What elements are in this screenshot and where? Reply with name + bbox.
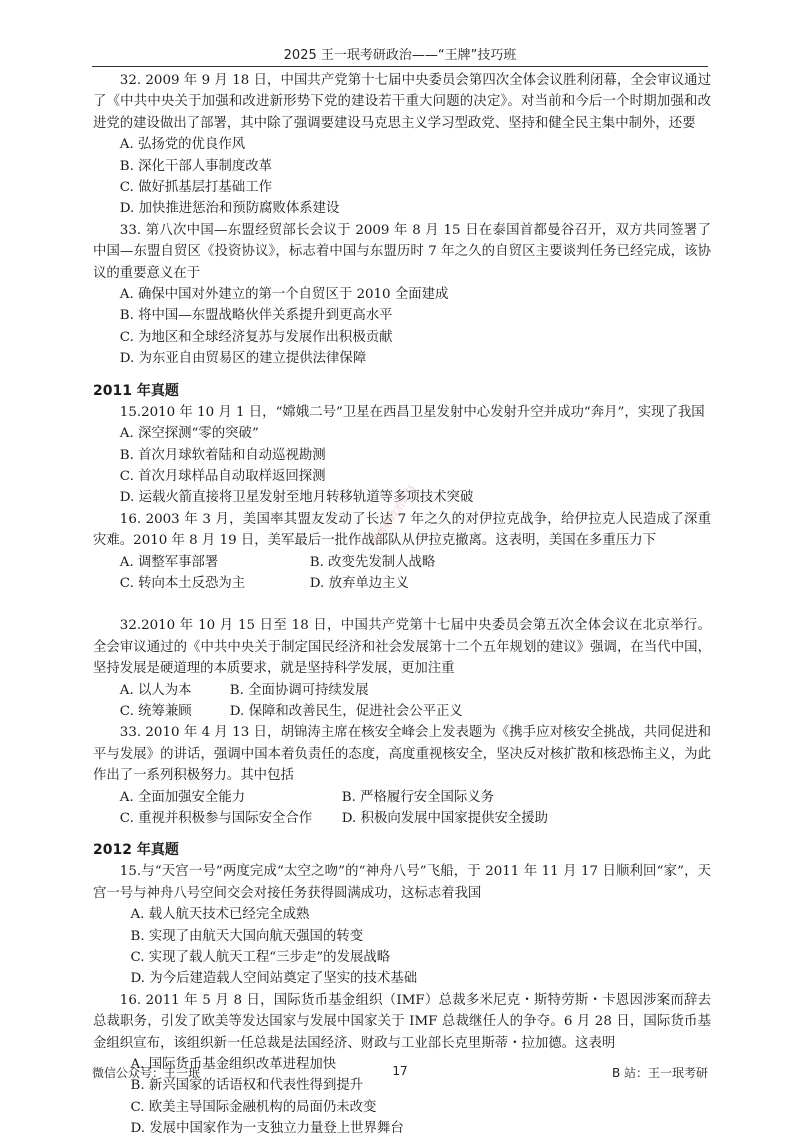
answer-option: B. 改变先发制人战略 [309,554,436,570]
answer-option: A. 弘扬党的优良作风 [119,137,246,153]
answer-option: B. 全面协调可持续发展 [229,682,369,698]
answer-option: B. 严格履行安全国际义务 [341,789,495,805]
question-stem: 32. 2009 年 9 月 18 日，中国共产党第十七届中央委员会第四次全体会议胜利闭幕，全会审议通过了《中共中央关于加强和改进新形势下党的建设若干重大问题的决定》。对当前和今后一个时期加强和改进党的建设做出了部署，其中除了强调要建设马克思主义学习型政党、坚持和健全民主集中制外，还要 [93,73,711,131]
footer-wechat: 微信公众号：王一珉 [92,1066,201,1080]
answer-option: A. 调整军事部署 [119,554,219,570]
watermark: 王一珉考研政治资料 [358,483,419,564]
answer-option: D. 为东亚自由贸易区的建立提供法律保障 [119,351,367,367]
answer-option-row [93,808,711,829]
page-number: 17 [392,1064,408,1078]
answer-option: A. 国际货币基金组织改革进程加快 [130,1057,337,1073]
answer-option-row [93,787,711,808]
answer-option: C. 统筹兼顾 [119,703,192,719]
answer-option: A. 载人航天技术已经完全成熟 [130,907,310,923]
answer-option: A. 确保中国对外建立的第一个自贸区于 2010 全面建成 [119,287,449,303]
answer-option: B. 新兴国家的话语权和代表性得到提升 [130,1078,364,1094]
header-rule [92,66,708,67]
question-content [93,70,711,1140]
page-header: 2025 王一珉考研政治——“王牌”技巧班 [283,48,517,63]
answer-option: C. 欧美主导国际金融机构的局面仍未改变 [130,1099,377,1115]
spacer [93,594,711,615]
answer-option-row [93,680,711,701]
question-stem: 32.2010 年 10 月 15 日至 18 日，中国共产党第十七届中央委员会第五次全体会议在北京举行。全会审议通过的《中共中央关于制定国民经济和社会发展第十二个五年规划的建议》强调，在当代中国，坚持发展是硬道理的本质要求，就是坚持科学发展，更加注重 [93,618,711,677]
section-title: 2012 年真题 [93,842,179,859]
answer-option: D. 加快推进惩治和预防腐败体系建设 [119,201,340,217]
answer-option: C. 转向本土反恐为主 [119,575,246,591]
answer-option: B. 深化干部人事制度改革 [119,158,273,174]
question-stem: 33. 2010 年 4 月 13 日，胡锦涛主席在核安全峰会上发表题为《携手应对核安全挑战，共同促进和平与发展》的讲话，强调中国本着负责任的态度，高度重视核安全，坚决反对核扩散和核恐怖主义，为此作出了一系列积极努力。其中包括 [93,725,711,784]
answer-option: C. 为地区和全球经济复苏与发展作出积极贡献 [119,329,393,345]
answer-option: B. 将中国—东盟战略伙伴关系提升到更高水平 [119,308,393,324]
answer-option-row [93,552,711,573]
answer-option: B. 实现了由航天大国向航天强国的转变 [130,928,364,944]
answer-option: C. 实现了载人航天工程“三步走”的发展战略 [130,950,391,966]
answer-option: D. 放弃单边主义 [309,575,409,591]
question-stem: 15.与“天宫一号”两度完成“太空之吻”的“神舟八号”飞船，于 2011 年 11 月 17 日顺利回“家”，天宫一号与神舟八号空间交会对接任务获得圆满成功，这标志着我国 [93,864,711,901]
answer-option: B. 首次月球软着陆和自动巡视勘测 [119,447,326,463]
answer-option: A. 以人为本 [119,682,192,698]
section-title: 2011 年真题 [93,382,179,399]
answer-option: D. 发展中国家作为一支独立力量登上世界舞台 [130,1121,404,1137]
answer-option-row [93,701,711,722]
answer-option: D. 运载火箭直接将卫星发射至地月转移轨道等多项技术突破 [119,490,474,506]
answer-option: D. 积极向发展中国家提供安全援助 [341,811,549,826]
answer-option: A. 深空探测“零的突破” [119,426,259,442]
answer-option: C. 重视并积极参与国际安全合作 [119,811,313,826]
answer-option: C. 做好抓基层打基础工作 [119,180,272,196]
answer-option: C. 首次月球样品自动取样返回探测 [119,468,326,484]
question-stem: 16. 2011 年 5 月 8 日，国际货币基金组织（IMF）总裁多米尼克・斯特劳斯・卡恩因涉案而辞去总裁职务，引发了欧美等发达国家与发展中国家关于 IMF 总裁继任人的争夺。6 月 28 日，国际货币基金组织宣布，该组织新一任总裁是法国经济、财政与工业部长克里斯蒂・拉加德。这表明 [93,992,711,1051]
question-stem: 15.2010 年 10 月 1 日，“嫦娥二号”卫星在西昌卫星发射中心发射升空并成功“奔月”，实现了我国 [119,404,705,420]
footer-bilibili: B 站：王一珉考研 [611,1066,708,1080]
answer-option: D. 保障和改善民生，促进社会公平正义 [229,703,463,719]
answer-option: D. 为今后建造载人空间站奠定了坚实的技术基础 [130,971,418,987]
question-stem: 33. 第八次中国—东盟经贸部长会议于 2009 年 8 月 15 日在泰国首都曼谷召开，双方共同签署了中国—东盟自贸区《投资协议》，标志着中国与东盟历时 7 年之久的自贸区主要谈判任务已经完成，该协议的重要意义在于 [93,222,711,281]
question-stem: 16. 2003 年 3 月，美国率其盟友发动了长达 7 年之久的对伊拉克战争，给伊拉克人民造成了深重灾难。2010 年 8 月 19 日，美军最后一批作战部队从伊拉克撤离。这表明，美国在多重压力下 [93,511,711,549]
answer-option-row [93,573,711,594]
answer-option: A. 全面加强安全能力 [119,789,246,805]
